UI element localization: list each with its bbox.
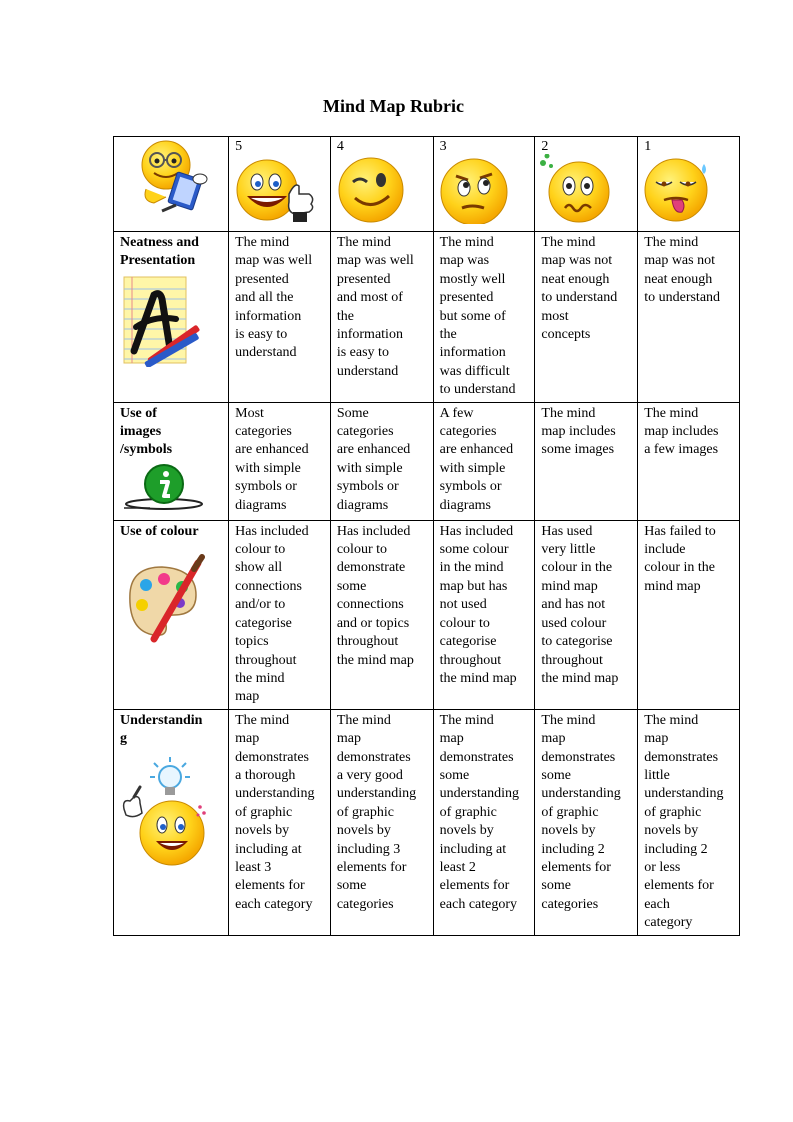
criterion-cell (114, 402, 229, 520)
lightbulb-smiley-icon (120, 757, 212, 869)
thumbs-up-smiley-icon (233, 154, 317, 224)
images-score-1: The mind map includes a few images (638, 402, 740, 520)
teacher-smiley-icon (132, 139, 224, 223)
criterion-row-images (114, 402, 740, 520)
criterion-label: Neatness and Presentation (120, 235, 199, 269)
score-header-4 (330, 137, 433, 232)
score-header-5 (229, 137, 331, 232)
criterion-row-colour (114, 520, 740, 709)
neatness-score-2: The mind map was not neat enough to understand most concepts (535, 232, 638, 403)
criterion-label: Understandin g (120, 712, 203, 747)
colour-score-4: Has included colour to demonstrate some connections and or topics throughout the mind map (330, 520, 433, 709)
neatness-score-3: The mind map was mostly well presented but some of the information was difficult to understand (433, 232, 535, 403)
score-label: 4 (336, 139, 344, 154)
images-score-3: A few categories are enhanced with simple symbols or diagrams (433, 402, 535, 520)
criterion-cell (114, 520, 229, 709)
colour-score-1: Has failed to include colour in the mind map (638, 520, 740, 709)
info-icon (120, 464, 206, 512)
score-label: 1 (644, 139, 652, 154)
colour-score-2: Has used very little colour in the mind map and has not used colour to categorise throughout the mind map (535, 520, 638, 709)
paint-palette-icon (120, 553, 210, 649)
header-row (114, 137, 740, 232)
images-score-2: The mind map includes some images (535, 402, 638, 520)
score-header-3 (433, 137, 535, 232)
understanding-score-2: The mind map demonstrates some understanding of graphic novels by including 2 elements for some categories (535, 709, 638, 935)
score-header-2 (535, 137, 638, 232)
worried-smiley-icon (539, 154, 623, 224)
thinking-smiley-icon (438, 154, 522, 224)
images-score-5: Most categories are enhanced with simple symbols or diagrams (229, 402, 331, 520)
criterion-cell (114, 709, 229, 935)
score-label: 2 (541, 139, 549, 154)
letter-a-crayon-icon (120, 275, 206, 367)
winking-smiley-icon (335, 154, 419, 224)
understanding-score-5: The mind map demonstrates a thorough understanding of graphic novels by including at least 3 elements for each category (229, 709, 331, 935)
understanding-score-4: The mind map demonstrates a very good understanding of graphic novels by including 3 elements for some categories (330, 709, 433, 935)
criterion-row-neatness (114, 232, 740, 403)
criterion-label: Use of images /symbols (120, 405, 173, 458)
page-title: Mind Map Rubric (322, 96, 464, 116)
criterion-cell (114, 232, 229, 403)
neatness-score-1: The mind map was not neat enough to understand (638, 232, 740, 403)
criterion-row-understanding (114, 709, 740, 935)
neatness-score-4: The mind map was well presented and most of the information is easy to understand (330, 232, 433, 403)
understanding-score-1: The mind map demonstrates little understanding of graphic novels by including 2 or less elements for each category (638, 709, 740, 935)
rubric-table (113, 136, 740, 936)
neatness-score-5: The mind map was well presented and all the information is easy to understand (229, 232, 331, 403)
colour-score-3: Has included some colour in the mind map but has not used colour to categorise throughout the mind map (433, 520, 535, 709)
score-label: 3 (439, 139, 447, 154)
score-header-1 (638, 137, 740, 232)
score-label: 5 (235, 139, 243, 154)
understanding-score-3: The mind map demonstrates some understanding of graphic novels by including at least 2 elements for each category (433, 709, 535, 935)
criterion-label: Use of colour (120, 523, 199, 539)
images-score-4: Some categories are enhanced with simple symbols or diagrams (330, 402, 433, 520)
colour-score-5: Has included colour to show all connections and/or to categorise topics throughout the mind map (229, 520, 331, 709)
header-corner-cell (114, 137, 229, 232)
exhausted-smiley-icon (642, 154, 726, 224)
